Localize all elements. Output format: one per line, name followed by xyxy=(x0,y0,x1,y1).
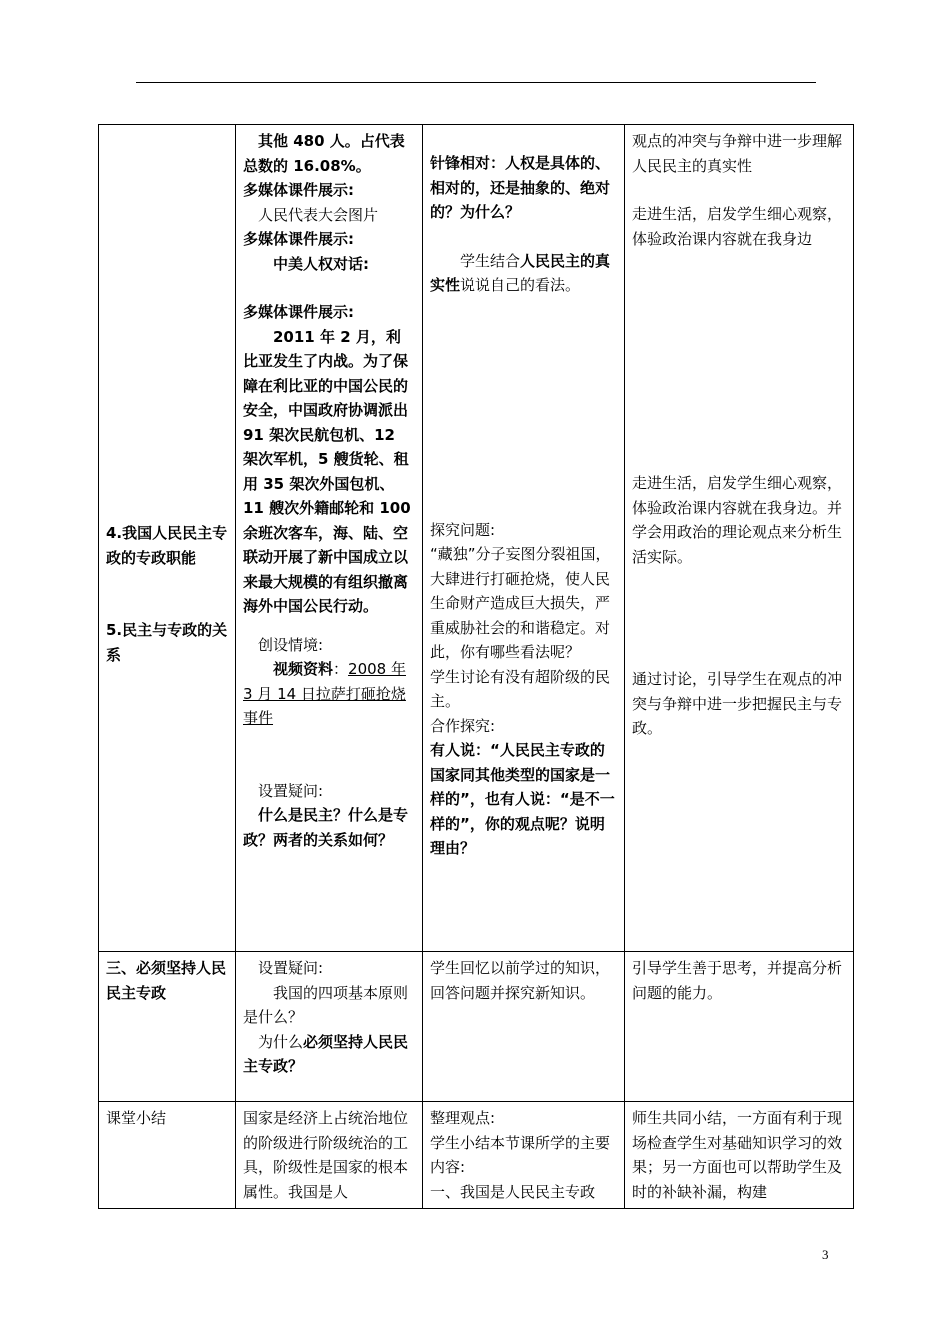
table-row xyxy=(99,1102,854,1209)
cell-topic xyxy=(99,125,236,952)
cell-teacher-activity xyxy=(236,952,423,1102)
text-line: 创设情境: xyxy=(258,635,324,654)
cell-design-intent xyxy=(625,1102,854,1209)
text-line: 观点的冲突与争辩中进一步理解人民民主的真实性 xyxy=(632,132,843,175)
text-line: 通过讨论，引导学生在观点的冲突与争辩中进一步把握民主与专政。 xyxy=(632,670,843,737)
text-line: 设置疑问: xyxy=(258,781,324,800)
video-link[interactable]: 2008 年 3 月 14 日拉萨打砸抢烧事件 xyxy=(243,660,406,727)
text-line: 其他 480 人。占代表总数的 16.08%。 xyxy=(243,132,405,175)
text-line: 学生小结本节课所学的主要内容: xyxy=(430,1133,611,1176)
text-span: 为什么 xyxy=(258,1032,304,1051)
text-line: 有人说：“人民民主专政的国家同其他类型的国家是一样的”，也有人说：“是不一样的”，你的观点呢？说明理由？ xyxy=(430,741,615,857)
cell-teacher-activity xyxy=(236,1102,423,1209)
cell-design-intent xyxy=(625,125,854,952)
text-line: 多媒体课件展示: xyxy=(243,181,354,199)
text-line: 设置疑问: xyxy=(258,959,324,977)
text-line: “藏独”分子妄图分裂祖国，大肆进行打砸抢烧，使人民生命财产造成巨大损失，严重威胁社会的和谐稳定。对此，你有哪些看法呢？ xyxy=(430,545,611,661)
cell-teacher-activity: 其他 480 人。占代表总数的 16.08%。 多媒体课件展示: 人民代表大会图片 多媒体课件展示: 中美人权对话: 多媒体课件展示: 2011 年 2 月，利比亚发生了内战。为了保障在利比亚的中国公民的安全，中国政府协调派出 91 架次民航包机、12 架次军机，5 艘货轮、租用 35 架次外国包机、11 艘次外籍邮轮和 100 余班次客车，海、陆、空联动开展了新中国成立以来最大规模的有组织撤离海外中国公民行动。 创设情境: 视频资料：2008 年 3 月 14 日拉萨打砸抢烧事件 设置疑问: 什么是民主？什么是专政？两者的关系如何？ xyxy=(236,125,423,952)
text-line: 我国的四项基本原则是什么？ xyxy=(243,983,409,1026)
text-line: 探究问题: xyxy=(430,520,496,539)
text-line: 国家是经济上占统治地位的阶级进行阶级统治的工具，阶级性是国家的根本属性。我国是人 xyxy=(243,1109,409,1201)
text-line: 多媒体课件展示: xyxy=(243,303,354,321)
text-line: 一、我国是人民民主专政 xyxy=(430,1182,596,1201)
table-row xyxy=(99,952,854,1102)
text-line: 中美人权对话: xyxy=(273,254,369,273)
cell-topic xyxy=(99,1102,236,1209)
text-span: 视频资料 xyxy=(273,660,334,678)
table-row xyxy=(99,125,854,952)
text-span: 学生结合 xyxy=(460,251,521,270)
header-rule xyxy=(136,82,816,83)
text-line: 学生讨论有没有超阶级的民主。 xyxy=(430,667,611,710)
text-span: 必须坚持人民民主专政？ xyxy=(243,1032,409,1075)
text-line: 整理观点: xyxy=(430,1109,496,1127)
cell-design-intent xyxy=(625,952,854,1102)
topic-item-4: 4.我国人民民主专政的专政职能 xyxy=(106,524,228,567)
topic-item-5: 5.民主与专政的关系 xyxy=(106,621,228,664)
topic-item-3: 三、必须坚持人民民主专政 xyxy=(106,959,227,1002)
text-line: 师生共同小结，一方面有利于现场检查学生对基础知识学习的效果；另一方面也可以帮助学生及时的补缺补漏，构建 xyxy=(632,1109,843,1201)
text-line: 人民代表大会图片 xyxy=(258,205,379,224)
text-line: 合作探究: xyxy=(430,716,496,735)
text-line: 学生回忆以前学过的知识，回答问题并探究新知识。 xyxy=(430,959,611,1002)
cell-student-activity xyxy=(423,1102,625,1209)
text-line: 针锋相对：人权是具体的、相对的，还是抽象的、绝对的？为什么？ xyxy=(430,154,611,221)
cell-topic xyxy=(99,952,236,1102)
text-line: 多媒体课件展示: xyxy=(243,230,354,248)
page-number: 3 xyxy=(822,1247,829,1262)
lesson-plan-table xyxy=(98,124,854,1209)
text-span: 说说自己的看法。 xyxy=(460,276,581,294)
text-line: 2011 年 2 月，利比亚发生了内战。为了保障在利比亚的中国公民的安全，中国政府协调派出 91 架次民航包机、12 架次军机，5 艘货轮、租用 35 架次外国包机、11 艘次外籍邮轮和 100 余班次客车，海、陆、空联动开展了新中国成立以来最大规模的有组织撤离海外中国公民行动。 xyxy=(243,327,411,615)
text-line: 走进生活，启发学生细心观察，体验政治课内容就在我身边。并学会用政治的理论观点来分析生活实际。 xyxy=(632,474,843,566)
cell-student-activity xyxy=(423,125,625,952)
text-line: 引导学生善于思考，并提高分析问题的能力。 xyxy=(632,959,843,1002)
cell-student-activity xyxy=(423,952,625,1102)
text-line: 什么是民主？什么是专政？两者的关系如何？ xyxy=(243,806,409,849)
text-span: 人民民主的真实性 xyxy=(430,251,611,294)
text-line: 走进生活，启发学生细心观察，体验政治课内容就在我身边 xyxy=(632,205,843,248)
summary-label: 课堂小结 xyxy=(106,1109,167,1127)
